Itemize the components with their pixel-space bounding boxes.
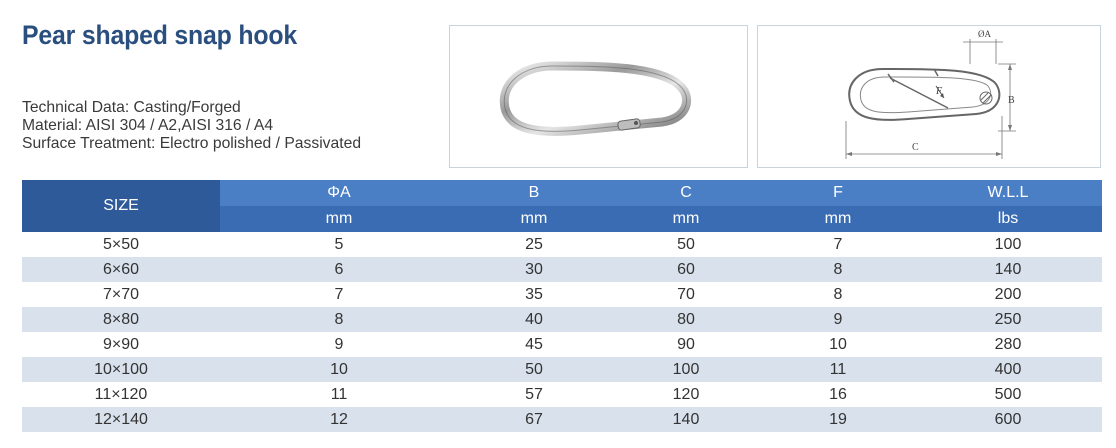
cell-b: 67 [458,407,610,432]
cell-a: 7 [220,282,458,307]
cell-wll: 250 [914,307,1102,332]
cell-a: 8 [220,307,458,332]
cell-wll: 600 [914,407,1102,432]
cell-f: 8 [762,257,914,282]
table-row [22,232,1102,257]
col-header-c: C [610,180,762,206]
cell-wll: 200 [914,282,1102,307]
cell-b: 50 [458,357,610,382]
col-header-wll: W.L.L [914,180,1102,206]
cell-c: 90 [610,332,762,357]
cell-wll: 500 [914,382,1102,407]
cell-f: 9 [762,307,914,332]
cell-size: 8×80 [22,307,220,332]
table-row [22,307,1102,332]
snap-hook-dimension-drawing [758,26,1102,169]
col-header-a: ΦA [220,180,458,206]
technical-specs [22,99,368,153]
cell-b: 40 [458,307,610,332]
cell-c: 140 [610,407,762,432]
cell-a: 5 [220,232,458,257]
unit-wll: lbs [914,206,1102,232]
cell-wll: 140 [914,257,1102,282]
cell-wll: 100 [914,232,1102,257]
cell-a: 12 [220,407,458,432]
cell-size: 7×70 [22,282,220,307]
unit-b: mm [458,206,610,232]
table-row [22,332,1102,357]
label-c: C [912,142,919,153]
cell-f: 8 [762,282,914,307]
dimension-diagram [757,25,1101,168]
cell-wll: 400 [914,357,1102,382]
cell-f: 16 [762,382,914,407]
cell-size: 5×50 [22,232,220,257]
snap-hook-photo-image [450,26,749,169]
cell-wll: 280 [914,332,1102,357]
cell-size: 12×140 [22,407,220,432]
unit-c: mm [610,206,762,232]
cell-b: 25 [458,232,610,257]
cell-c: 100 [610,357,762,382]
table-row [22,257,1102,282]
cell-f: 19 [762,407,914,432]
col-header-size: SIZE [22,180,220,232]
cell-c: 80 [610,307,762,332]
table-header-row [22,180,1102,206]
label-b: B [1008,95,1015,106]
cell-size: 9×90 [22,332,220,357]
cell-size: 6×60 [22,257,220,282]
product-photo [449,25,748,168]
spec-table [22,180,1102,432]
cell-c: 120 [610,382,762,407]
spec-surface-treatment: Surface Treatment: Electro polished / Passivated [22,135,362,152]
cell-c: 60 [610,257,762,282]
cell-a: 9 [220,332,458,357]
cell-c: 70 [610,282,762,307]
table-row [22,357,1102,382]
unit-a: mm [220,206,458,232]
cell-size: 11×120 [22,382,220,407]
cell-f: 7 [762,232,914,257]
cell-b: 57 [458,382,610,407]
cell-f: 10 [762,332,914,357]
col-header-f: F [762,180,914,206]
table-row [22,407,1102,432]
cell-b: 35 [458,282,610,307]
table-row [22,382,1102,407]
label-f: F [936,86,943,97]
cell-f: 11 [762,357,914,382]
cell-a: 10 [220,357,458,382]
cell-size: 10×100 [22,357,220,382]
table-row [22,282,1102,307]
label-a: ØA [978,29,991,39]
cell-b: 45 [458,332,610,357]
cell-a: 6 [220,257,458,282]
spec-technical-data: Technical Data: Casting/Forged [22,99,241,116]
cell-c: 50 [610,232,762,257]
col-header-b: B [458,180,610,206]
cell-a: 11 [220,382,458,407]
page-title: Pear shaped snap hook [22,20,297,50]
spec-material: Material: AISI 304 / A2,AISI 316 / A4 [22,117,274,134]
unit-f: mm [762,206,914,232]
cell-b: 30 [458,257,610,282]
